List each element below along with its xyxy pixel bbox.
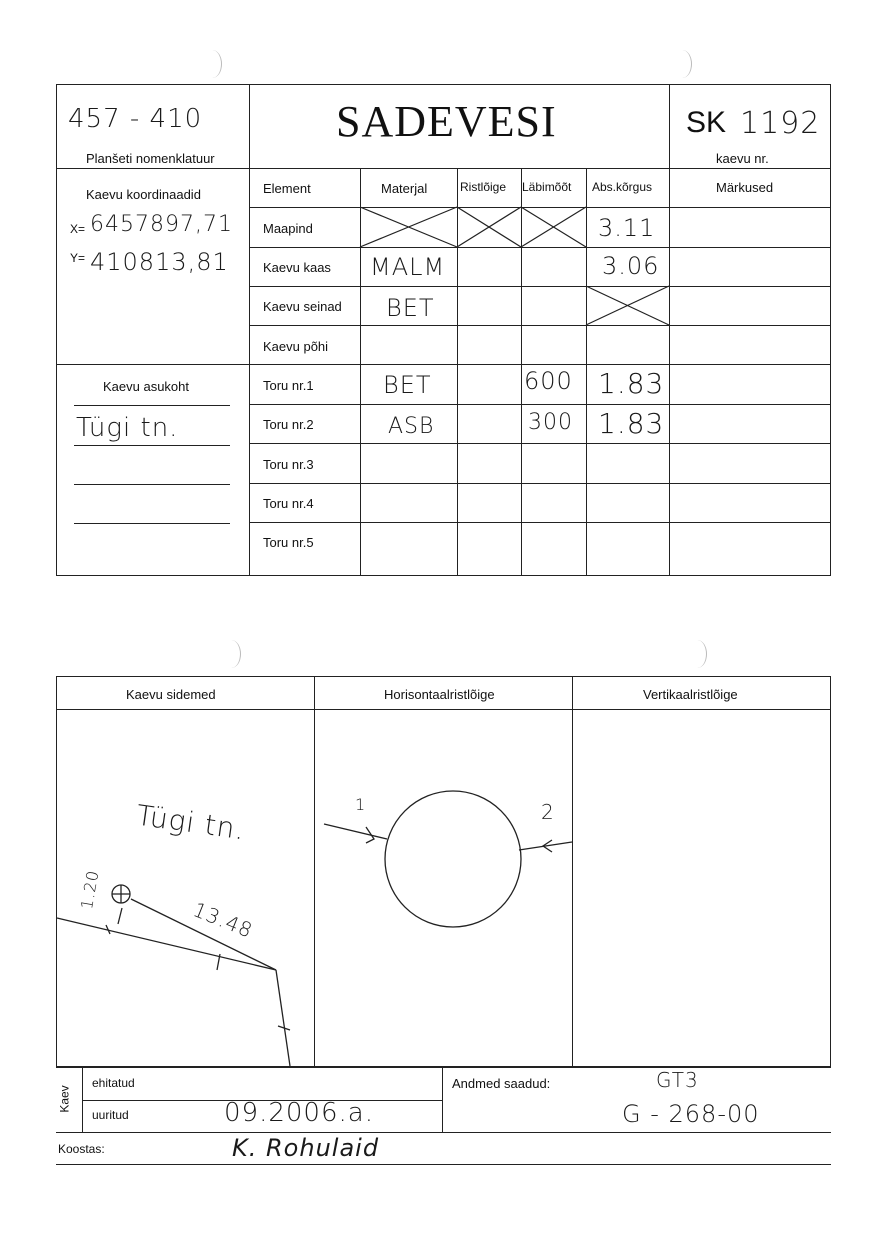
- row-label-kaevu-seinad: Kaevu seinad: [263, 299, 342, 314]
- toru1-labimoot: 600: [524, 367, 573, 395]
- vertikaal-label: Vertikaalristlõige: [643, 687, 738, 702]
- toru2-materjal: ASB: [388, 414, 435, 439]
- row-label-toru-3: Toru nr.3: [263, 457, 314, 472]
- col-header-labimoot: Läbimõõt: [522, 180, 572, 194]
- pipe-1-label: 1: [355, 795, 367, 814]
- sk-prefix: SK: [686, 106, 727, 139]
- plan-label: Planšeti nomenklatuur: [86, 151, 215, 166]
- sketch-street-label: Tügi tn.: [134, 798, 248, 847]
- seinad-materjal: BET: [386, 294, 435, 322]
- row-label-kaevu-pohi: Kaevu põhi: [263, 339, 329, 354]
- punch-hole: [222, 640, 241, 668]
- kaas-korgus: 3.06: [602, 252, 660, 280]
- row-label-toru-4: Toru nr.4: [263, 496, 314, 511]
- kaas-materjal: MALM: [370, 253, 446, 281]
- sidemed-label: Kaevu sidemed: [126, 687, 216, 702]
- x-value: 6457897,71: [90, 212, 233, 237]
- toru1-materjal: BET: [383, 371, 432, 399]
- row-label-toru-2: Toru nr.2: [263, 417, 314, 432]
- toru2-korgus: 1.83: [598, 407, 665, 440]
- andmed-label: Andmed saadud:: [452, 1076, 551, 1091]
- koostas-value: K. Rohulaid: [232, 1134, 380, 1162]
- andmed-value-2: G - 268-00: [622, 1100, 760, 1128]
- toru1-korgus: 1.83: [598, 367, 665, 400]
- punch-hole: [688, 640, 707, 668]
- row-label-toru-1: Toru nr.1: [263, 378, 314, 393]
- x-label: X=: [70, 222, 86, 236]
- maapind-korgus: 3.11: [598, 214, 656, 242]
- y-value: 410813,81: [90, 248, 229, 276]
- ehitatud-label: ehitatud: [92, 1076, 135, 1090]
- row-label-toru-5: Toru nr.5: [263, 535, 314, 550]
- sk-number: 1192: [740, 106, 821, 141]
- col-header-ristloige: Ristlõige: [460, 180, 507, 194]
- col-header-element: Element: [263, 181, 311, 196]
- sk-label: kaevu nr.: [716, 151, 769, 166]
- col-header-markused: Märkused: [716, 180, 774, 195]
- pipe-2-label: 2: [541, 800, 555, 824]
- toru2-labimoot: 300: [528, 410, 573, 435]
- row-label-kaevu-kaas: Kaevu kaas: [263, 260, 331, 275]
- col-header-materjal: Materjal: [381, 181, 428, 196]
- dim-offset: 1.20: [77, 868, 103, 911]
- kaev-label: Kaev: [57, 1085, 72, 1113]
- y-label: Y=: [70, 251, 86, 265]
- col-header-abs-korgus: Abs.kõrgus: [592, 180, 653, 194]
- uuritud-value: 09.2006.a.: [224, 1098, 374, 1128]
- andmed-value-1: GT3: [656, 1068, 699, 1092]
- punch-hole: [673, 50, 692, 78]
- location-label: Kaevu asukoht: [103, 379, 190, 394]
- dim-length: 13.48: [189, 897, 257, 943]
- horisontaal-label: Horisontaalristlõige: [384, 687, 495, 702]
- bottom-form-frame: [56, 676, 831, 1067]
- punch-hole: [203, 50, 222, 78]
- page-title: SADEVESI: [336, 97, 557, 146]
- location-value: Tügi tn.: [76, 413, 179, 443]
- coordinates-label: Kaevu koordinaadid: [86, 187, 201, 202]
- plan-number: 457 - 410: [68, 104, 203, 134]
- row-label-maapind: Maapind: [263, 221, 313, 236]
- koostas-label: Koostas:: [58, 1142, 105, 1156]
- uuritud-label: uuritud: [92, 1108, 129, 1122]
